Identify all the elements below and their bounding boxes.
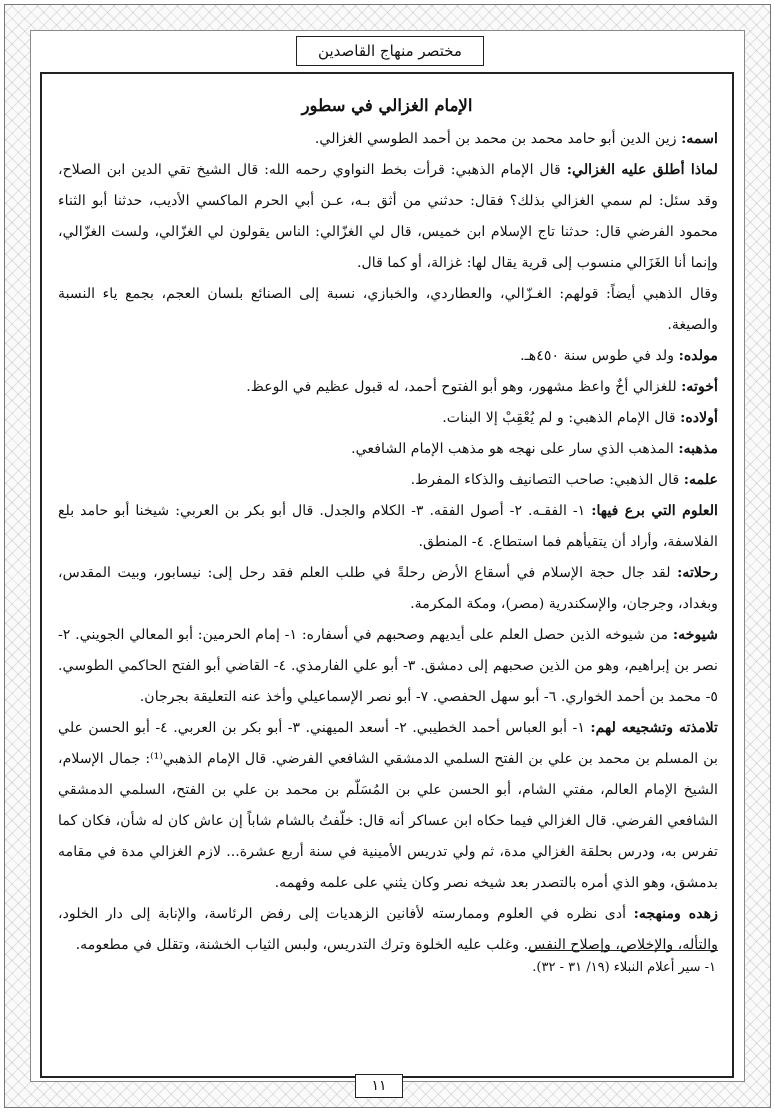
label-madhhab: مذهبه: [678, 441, 718, 457]
text-knowledge: قال الذهبي: صاحب التصانيف والذكاء المفرط. [410, 472, 684, 488]
paragraph-brother [58, 372, 718, 403]
content-box [40, 72, 734, 1078]
footnote: ١- سير أعلام النبلاء (١٩/ ٣١ - ٣٢). [532, 960, 716, 975]
label-sciences: العلوم التي برع فيها: [591, 503, 718, 519]
page-number-box [355, 1074, 403, 1098]
paragraph-sciences [58, 496, 718, 558]
page-number: ١١ [371, 1078, 387, 1094]
label-knowledge: علمه: [683, 472, 718, 488]
text-teachers: من شيوخه الذين حصل العلم على أيديهم وصحبهم في أسفاره: ١- إمام الحرمين: أبو المعالي الجويني. ٢- نصر بن إبراهيم، وهو من الذين صحبهم إلى دمشق. ٣- أبو علي الفارمذي. ٤- القاضي أبو الفتح الحاكمي الطوسي. ٥- محمد بن أحمد الخواري. ٦- أبو سهل الحفصي. ٧- أبو نصر الإسماعيلي وأخذ عنه التعليقة بجرجان. [58, 627, 718, 705]
text-children: قال الإمام الذهبي: و لم يُعْقِبْ إلا البنات. [442, 410, 681, 426]
article-body [58, 124, 718, 961]
paragraph-asceticism [58, 899, 718, 961]
text-sciences: ١- الفقـه. ٢- أصول الفقه. ٣- الكلام والجدل. قال أبو بكر بن العربي: شيخنا أبو حامد بلع الفلاسفة، وأراد أن يتقيأهم فما استطاع. ٤- المنطق. [58, 503, 718, 550]
text-birth: ولد في طوس سنة ٤٥٠هـ. [520, 348, 679, 364]
text-dhahabi-note: وقال الذهبي أيضاً: قولهم: الغـزّالي، والعطاردي، والخبازي، نسبة إلى الصنائع بلسان العجم، بجمع ياء النسبة والصيغة. [58, 286, 718, 333]
label-name: اسمه: [681, 131, 718, 147]
footnote-separator [528, 950, 718, 951]
paragraph-birth [58, 341, 718, 372]
label-children: أولاده: [680, 410, 718, 426]
text-name: زين الدين أبو حامد محمد بن محمد بن أحمد الطوسي الغزالي. [314, 131, 682, 147]
paragraph-name [58, 124, 718, 155]
text-madhhab: المذهب الذي سار على نهجه هو مذهب الإمام الشافعي. [351, 441, 679, 457]
article-title: الإمام الغزالي في سطور [301, 96, 473, 115]
text-students: ١- أبو العباس أحمد الخطيبي. ٢- أسعد الميهني. ٣- أبو بكر بن العربي. ٤- أبو الحسن علي بن المسلم بن محمد بن علي بن الفتح السلمي الدمشقي الشافعي الفرضي. قال الإمام الذهبي⁽¹⁾: جمال الإسلام، الشيخ الإمام العالم، مفتي الشام، أبو الحسن علي بن المُسَلّم بن محمد بن علي بن الفتح، السلمي الدمشقي الشافعي الفرضي. قال الغزالي فيما حكاه ابن عساكر أنه قال: خلّفتُ بالشام شاباً إن عاش كان له شأن، فكان كما تفرس به، ودرس بحلقة الغزالي مدة، ثم ولي تدريس الأمينية في سنة أربع عشرة... لازم الغزالي مدة في مقامه بدمشق، وهو الذي أمره بالتصدر بعد شيخه نصر وكان يثني على علمه وفهمه. [58, 720, 718, 891]
paragraph-nisba [58, 155, 718, 279]
label-travels: رحلاته: [677, 565, 718, 581]
label-brother: أخوته: [681, 379, 718, 395]
label-teachers: شيوخه: [672, 627, 719, 643]
paragraph-knowledge [58, 465, 718, 496]
label-students: تلامذته وتشجيعه لهم: [590, 720, 718, 736]
label-asceticism: زهده ومنهجه: [633, 906, 718, 922]
paragraph-children [58, 403, 718, 434]
paragraph-dhahabi-note [58, 279, 718, 341]
paragraph-students [58, 713, 718, 899]
label-birth: مولده: [678, 348, 718, 364]
label-nisba: لماذا أطلق عليه الغزالي: [566, 162, 718, 178]
text-nisba: قال الإمام الذهبي: قرأت بخط النواوي رحمه الله: قال الشيخ تقي الدين ابن الصلاح، وقد سئل: لم سمي الغزالي بذلك؟ فقال: حدثني من أثق بـه، عـن أبي الحرم الماكسي الأديب، حدثنا أبو الثناء محمود الفرضي قال: حدثنا تاج الإسلام ابن خميس، قال لي الغزّالي: الناس يقولون لي الغزّالي، ولست الغزّالي، وإنما أنا الغَزَالي منسوب إلى قرية يقال لها: غزالة، أو كما قال. [58, 162, 718, 271]
text-brother: للغزالي أخٌ واعظ مشهور، وهو أبو الفتوح أحمد، له قبول عظيم في الوعظ. [246, 379, 682, 395]
paragraph-teachers [58, 620, 718, 713]
text-travels: لقد جال حجة الإسلام في أسقاع الأرض رحلةً في طلب العلم فقد رحل إلى: نيسابور، وبيت المقدس، وبغداد، وجرجان، والإسكندرية (مصر)، ومكة المكرمة. [58, 565, 718, 612]
paragraph-madhhab [58, 434, 718, 465]
book-title: مختصر منهاج القاصدين [318, 42, 462, 60]
running-header [296, 36, 484, 66]
text-asceticism: أدى نظره في العلوم وممارسته لأفانين الزهديات إلى رفض الرئاسة، والإنابة إلى دار الخلود، والتأله، والإخلاص، وإصلاح النفس. وغلب عليه الخلوة وترك التدريس، ولبس الثياب الخشنة، وتقلل في مطعومه. [58, 906, 718, 953]
paragraph-travels [58, 558, 718, 620]
